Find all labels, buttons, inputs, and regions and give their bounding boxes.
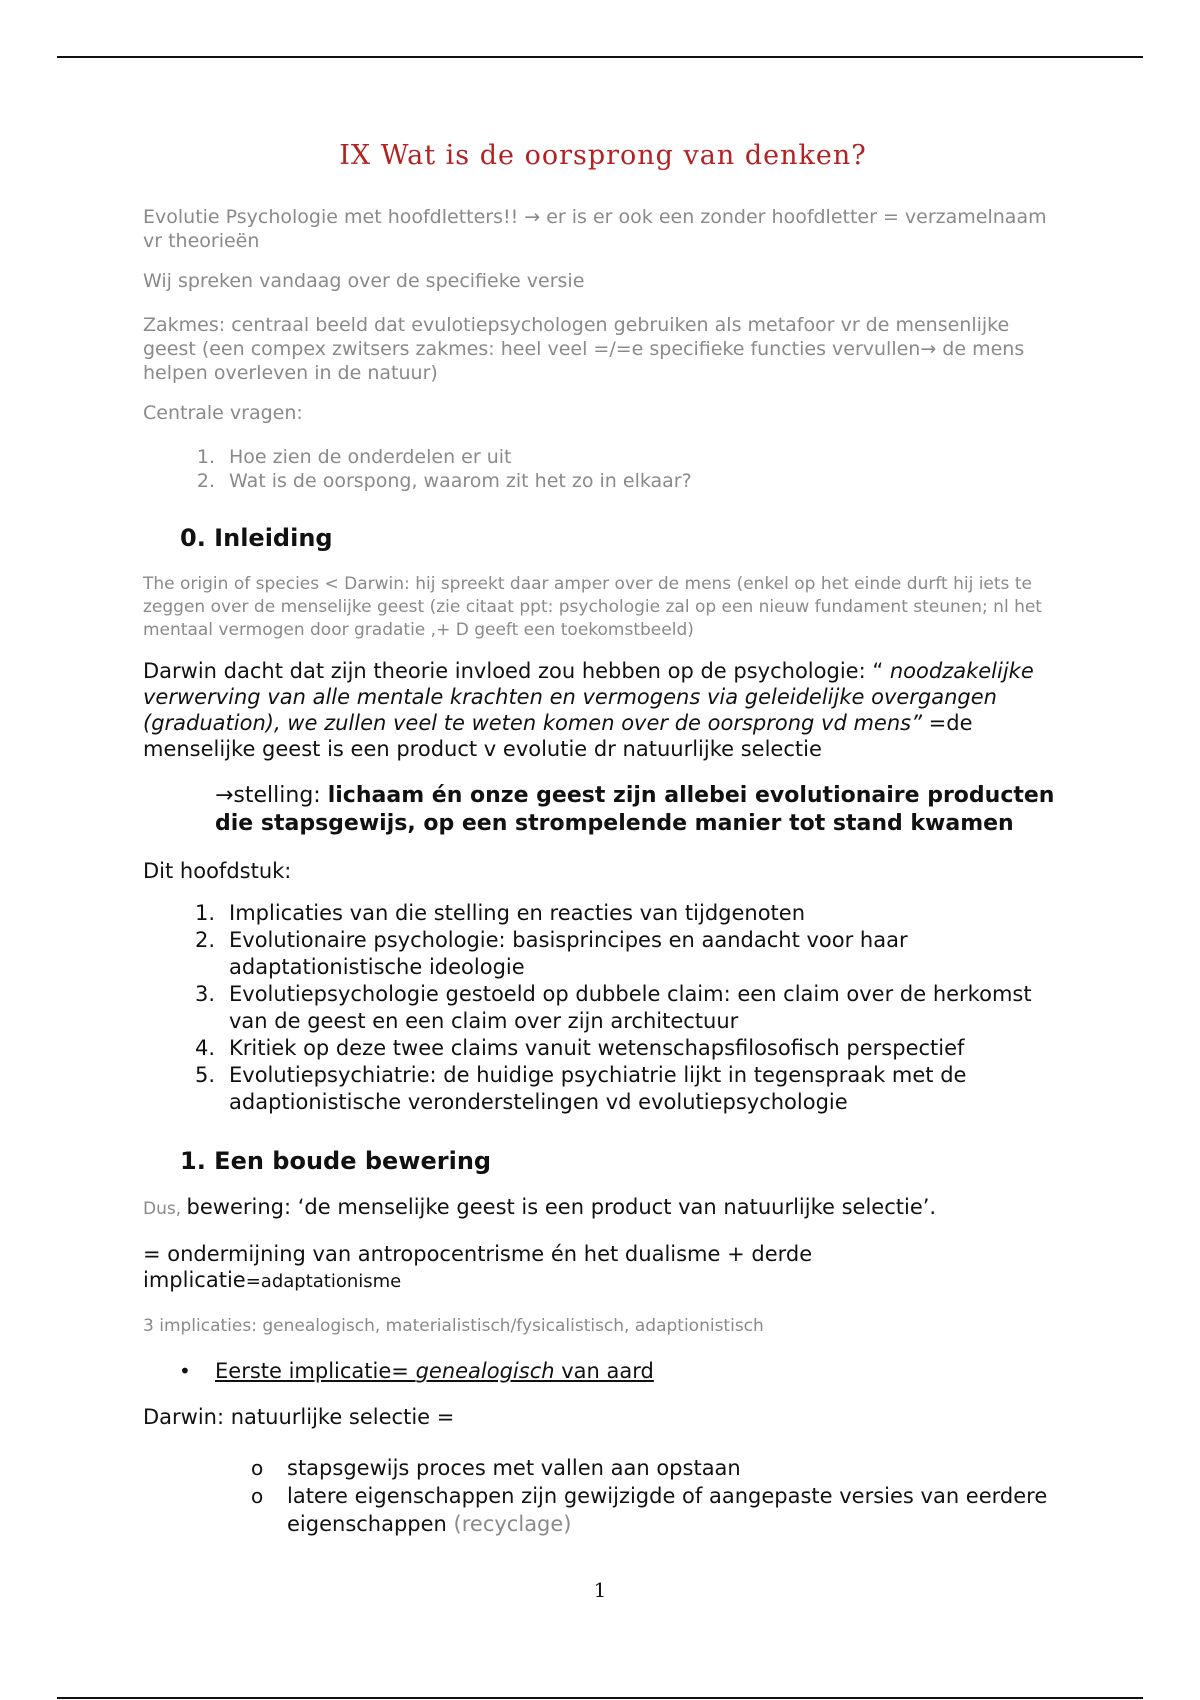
- page-number: 1: [593, 1578, 607, 1602]
- list-item: 1. Hoe zien de onderdelen er uit: [196, 446, 512, 468]
- darwin-paragraph: Darwin dacht dat zijn theorie invloed zou hebben op de psychologie: “ noodzakelijke verwerving van alle mentale krachten en vermogens via geleidelijke overgangen (graduation), we zullen veel te weten komen over de oorsprong vd mens” =de menselijke geest is een product v evolutie dr natuurlijke selectie: [143, 659, 1034, 761]
- intro-paragraph-2: Wij spreken vandaag over de specifieke versie: [143, 270, 585, 292]
- list-item: o stapsgewijs proces met vallen aan opstaan: [251, 1456, 741, 1480]
- header-rule: [57, 56, 1143, 58]
- stelling-paragraph: [143, 782, 1063, 838]
- central-questions-list: [143, 445, 1063, 493]
- chapter-label: Dit hoofdstuk:: [143, 859, 292, 883]
- document-body: [143, 140, 1063, 1538]
- circle-bullet-icon: o: [251, 1456, 264, 1480]
- intro-paragraph-1: Evolutie Psychologie met hoofdletters!! → er is er ook een zonder hoofdletter = verzamelnaam vr theorieën: [143, 206, 1047, 252]
- first-implication: Eerste implicatie= genealogisch van aard: [215, 1359, 654, 1383]
- section-heading-inleiding: 0. Inleiding: [180, 524, 333, 552]
- list-item: 2. Wat is de oorspong, waarom zit het zo in elkaar?: [196, 470, 692, 492]
- selection-sublist: [143, 1454, 1063, 1538]
- circle-bullet-icon: o: [251, 1484, 264, 1508]
- footer-rule: [57, 1697, 1143, 1699]
- implicaties-paragraph: 3 implicaties: genealogisch, materialistisch/fysicalistisch, adaptionistisch: [143, 1316, 764, 1336]
- page-title: IX Wat is de oorsprong van denken?: [339, 140, 867, 171]
- chapter-list: [143, 900, 1063, 1116]
- bullet-icon: •: [179, 1359, 191, 1383]
- list-item: 5. Evolutiepsychiatrie: de huidige psychiatrie lijkt in tegenspraak met de adaptionistische veronderstelingen vd evolutiepsychologie: [194, 1063, 967, 1114]
- dus-label: Dus,: [143, 1199, 187, 1219]
- list-item: [179, 1358, 1063, 1384]
- origin-of-species-paragraph: The origin of species < Darwin: hij spreekt daar amper over de mens (enkel op het einde durft hij iets te zeggen over de menselijke geest (zie citaat ppt: psychologie zal op een nieuw fundament steunen; nl het mentaal vermogen door gradatie ,+ D geeft een toekomstbeeld): [143, 574, 1042, 640]
- list-item: o latere eigenschappen zijn gewijzigde of aangepaste versies van eerdere eigenschappen (recyclage): [251, 1484, 1048, 1536]
- stelling-prefix: →stelling:: [215, 783, 328, 808]
- darwin-quote: noodzakelijke verwerving van alle mentale krachten en vermogens via geleidelijke overgangen (graduation), we zullen veel te weten komen over de oorsprong vd mens”: [143, 659, 1034, 735]
- list-item: 1. Implicaties van die stelling en reacties van tijdgenoten: [194, 901, 806, 925]
- ondermijning-paragraph: = ondermijning van antropocentrisme én het dualisme + derde implicatie=adaptationisme: [143, 1242, 813, 1292]
- stelling-text: lichaam én onze geest zijn allebei evolutionaire producten die stapsgewijs, op een strompelende manier tot stand kwamen: [215, 783, 1055, 836]
- section-heading-boude-bewering: 1. Een boude bewering: [180, 1147, 492, 1175]
- intro-paragraph-3: Zakmes: centraal beeld dat evulotiepsychologen gebruiken als metafoor vr de mensenlijke geest (een compex zwitsers zakmes: heel veel =/=e specifieke functies vervullen→ de mens helpen overleven in de natuur): [143, 314, 1025, 384]
- list-item: 4. Kritiek op deze twee claims vanuit wetenschapsfilosofisch perspectief: [194, 1036, 965, 1060]
- list-item: 2. Evolutionaire psychologie: basisprincipes en aandacht voor haar adaptationistische ideologie: [194, 928, 908, 979]
- bewering-paragraph: Dus, bewering: ‘de menselijke geest is een product van natuurlijke selectie’.: [143, 1195, 937, 1219]
- intro-paragraph-4: Centrale vragen:: [143, 402, 303, 424]
- darwin-selection-label: Darwin: natuurlijke selectie =: [143, 1405, 455, 1429]
- list-item: 3. Evolutiepsychologie gestoeld op dubbele claim: een claim over de herkomst van de geest en een claim over zijn architectuur: [194, 982, 1032, 1033]
